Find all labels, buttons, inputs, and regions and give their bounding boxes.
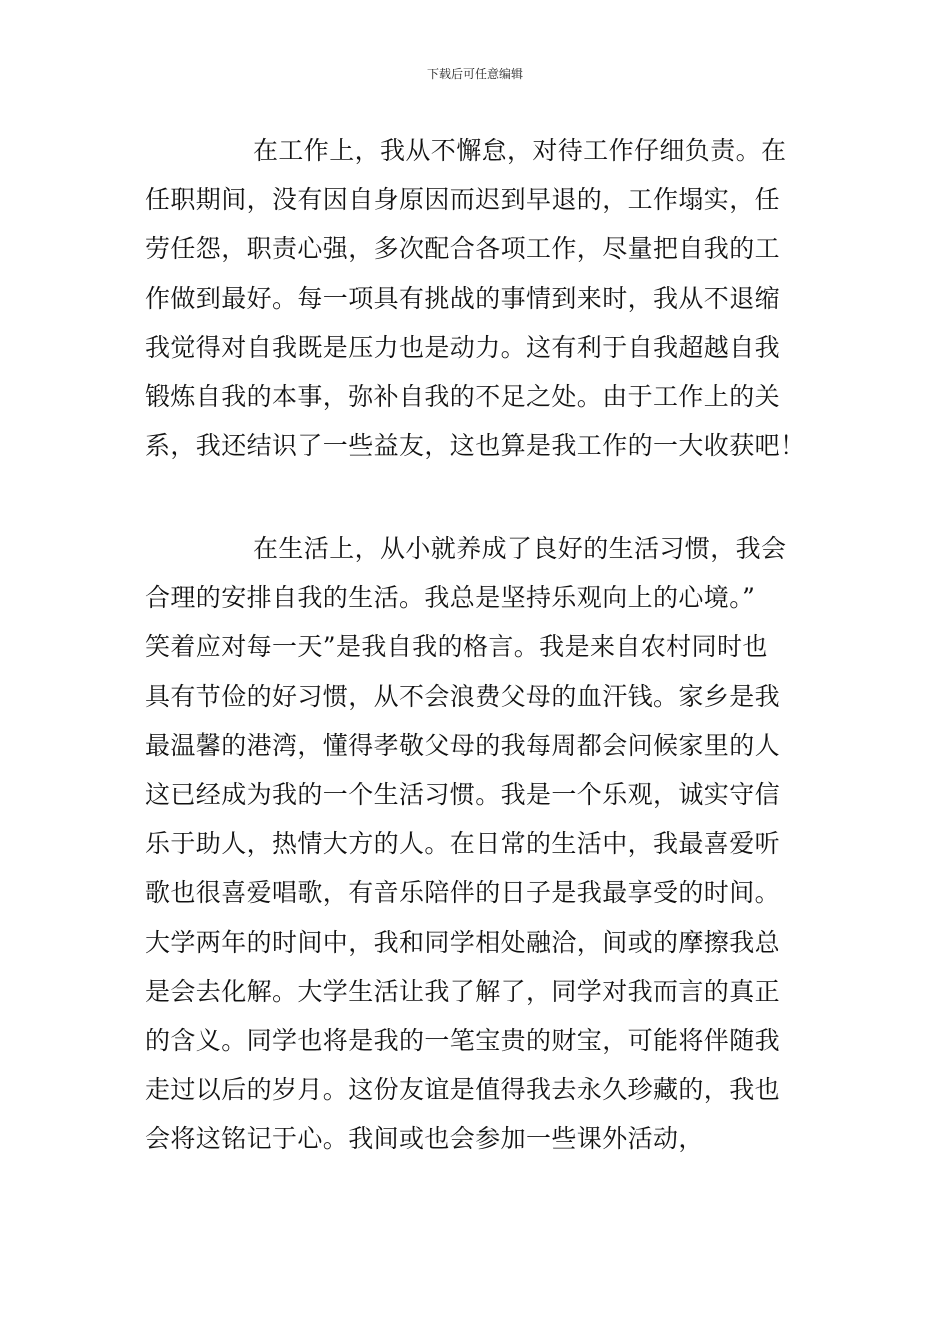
text-line: 劳任怨，职责心强，多次配合各项工作，尽量把自我的工: [145, 234, 781, 264]
paragraph-life: [145, 524, 810, 1163]
text-line: 在工作上，我从不懈怠，对待工作仔细负责。在: [253, 136, 787, 165]
text-line: 作做到最好。每一项具有挑战的事情到来时，我从不退缩: [145, 283, 781, 313]
text-line: 我觉得对自我既是压力也是动力。这有利于自我超越自我: [145, 332, 781, 362]
text-line: 大学两年的时间中，我和同学相处融洽，间或的摩擦我总: [145, 927, 781, 957]
page-header: 下载后可任意编辑: [426, 67, 523, 81]
paragraph-work: [145, 126, 810, 470]
text-line: 的含义。同学也将是我的一笔宝贵的财宝，可能将伴随我: [145, 1025, 781, 1055]
text-line: 在生活上，从小就养成了良好的生活习惯，我会: [253, 534, 787, 563]
text-line: 笑着应对每一天”是我自我的格言。我是来自农村同时也: [145, 632, 768, 662]
text-line: 最温馨的港湾，懂得孝敬父母的我每周都会问候家里的人: [145, 730, 781, 760]
text-line: 这已经成为我的一个生活习惯。我是一个乐观，诚实守信: [145, 779, 781, 809]
text-line: 乐于助人，热情大方的人。在日常的生活中，我最喜爱听: [145, 829, 781, 859]
text-line: 会将这铭记于心。我间或也会参加一些课外活动，: [145, 1124, 704, 1154]
text-line: 合理的安排自我的生活。我总是坚持乐观向上的心境。”: [145, 583, 756, 613]
text-line: 具有节俭的好习惯，从不会浪费父母的血汗钱。家乡是我: [145, 681, 781, 711]
text-line: 走过以后的岁月。这份友谊是值得我去永久珍藏的，我也: [145, 1075, 781, 1105]
text-line: 系，我还结识了一些益友，这也算是我工作的一大收获吧！: [145, 431, 806, 461]
text-line: 歌也很喜爱唱歌，有音乐陪伴的日子是我最享受的时间。: [145, 878, 781, 908]
text-line: 是会去化解。大学生活让我了解了，同学对我而言的真正: [145, 976, 781, 1006]
text-line: 任职期间，没有因自身原因而迟到早退的，工作塌实，任: [145, 185, 781, 215]
text-line: 锻炼自我的本事，弥补自我的不足之处。由于工作上的关: [145, 381, 781, 411]
